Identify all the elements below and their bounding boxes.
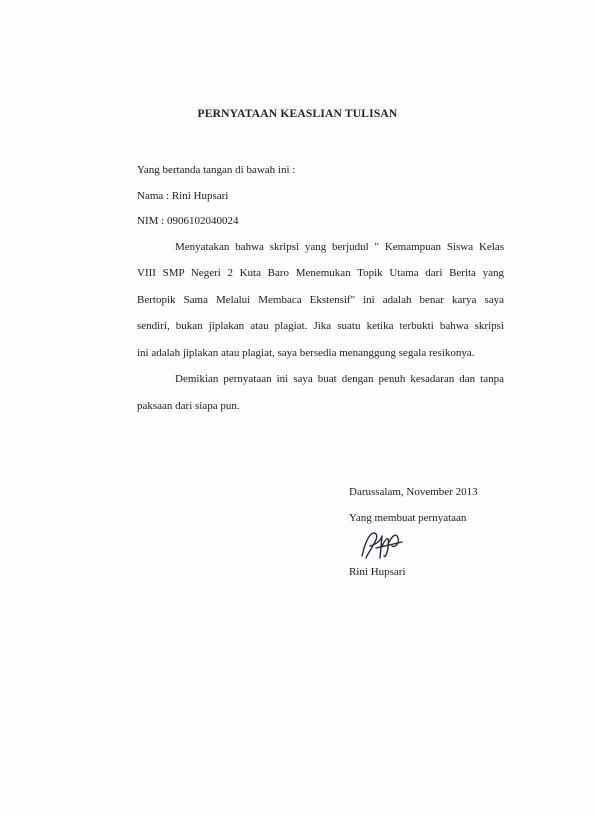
paragraph1-line-text: VIII SMP Negeri 2 Kuta Baro Menemukan Topik Utama dari Berita yang	[137, 267, 504, 279]
paragraph1-line-text: Bertopik Sama Melalui Membaca Ekstensif" ini adalah benar karya saya	[137, 294, 504, 306]
paragraph1-line: ini adalah jiplakan atau plagiat, saya bersedia menanggung segala resikonya.	[137, 347, 475, 359]
intro-line: Yang bertanda tangan di bawah ini :	[137, 164, 296, 176]
maker-label: Yang membuat pernyataan	[349, 512, 467, 524]
paragraph1-line	[175, 241, 504, 253]
paragraph1-line-text: Menyatakan bahwa skripsi yang berjudul " Kemampuan Siswa Kelas	[175, 241, 504, 253]
name-line: Nama : Rini Hupsari	[137, 190, 229, 202]
paragraph1-line	[137, 320, 504, 332]
signer-name: Rini Hupsari	[349, 566, 406, 578]
paragraph2-line-text: Demikian pernyataan ini saya buat dengan penuh kesadaran dan tanpa	[175, 373, 504, 385]
place-date: Darussalam, November 2013	[349, 486, 478, 498]
paragraph2-line: paksaan dari siapa pun.	[137, 400, 240, 412]
paragraph2-line	[175, 373, 504, 385]
nim-line: NIM : 0906102040024	[137, 215, 239, 227]
paragraph1-line	[137, 294, 504, 306]
paragraph1-line	[137, 267, 504, 279]
document-title: PERNYATAAN KEASLIAN TULISAN	[197, 108, 398, 120]
handwritten-signature	[358, 528, 408, 562]
paragraph1-line-text: sendiri, bukan jiplakan atau plagiat. Jika suatu ketika terbukti bahwa skripsi	[137, 320, 504, 332]
